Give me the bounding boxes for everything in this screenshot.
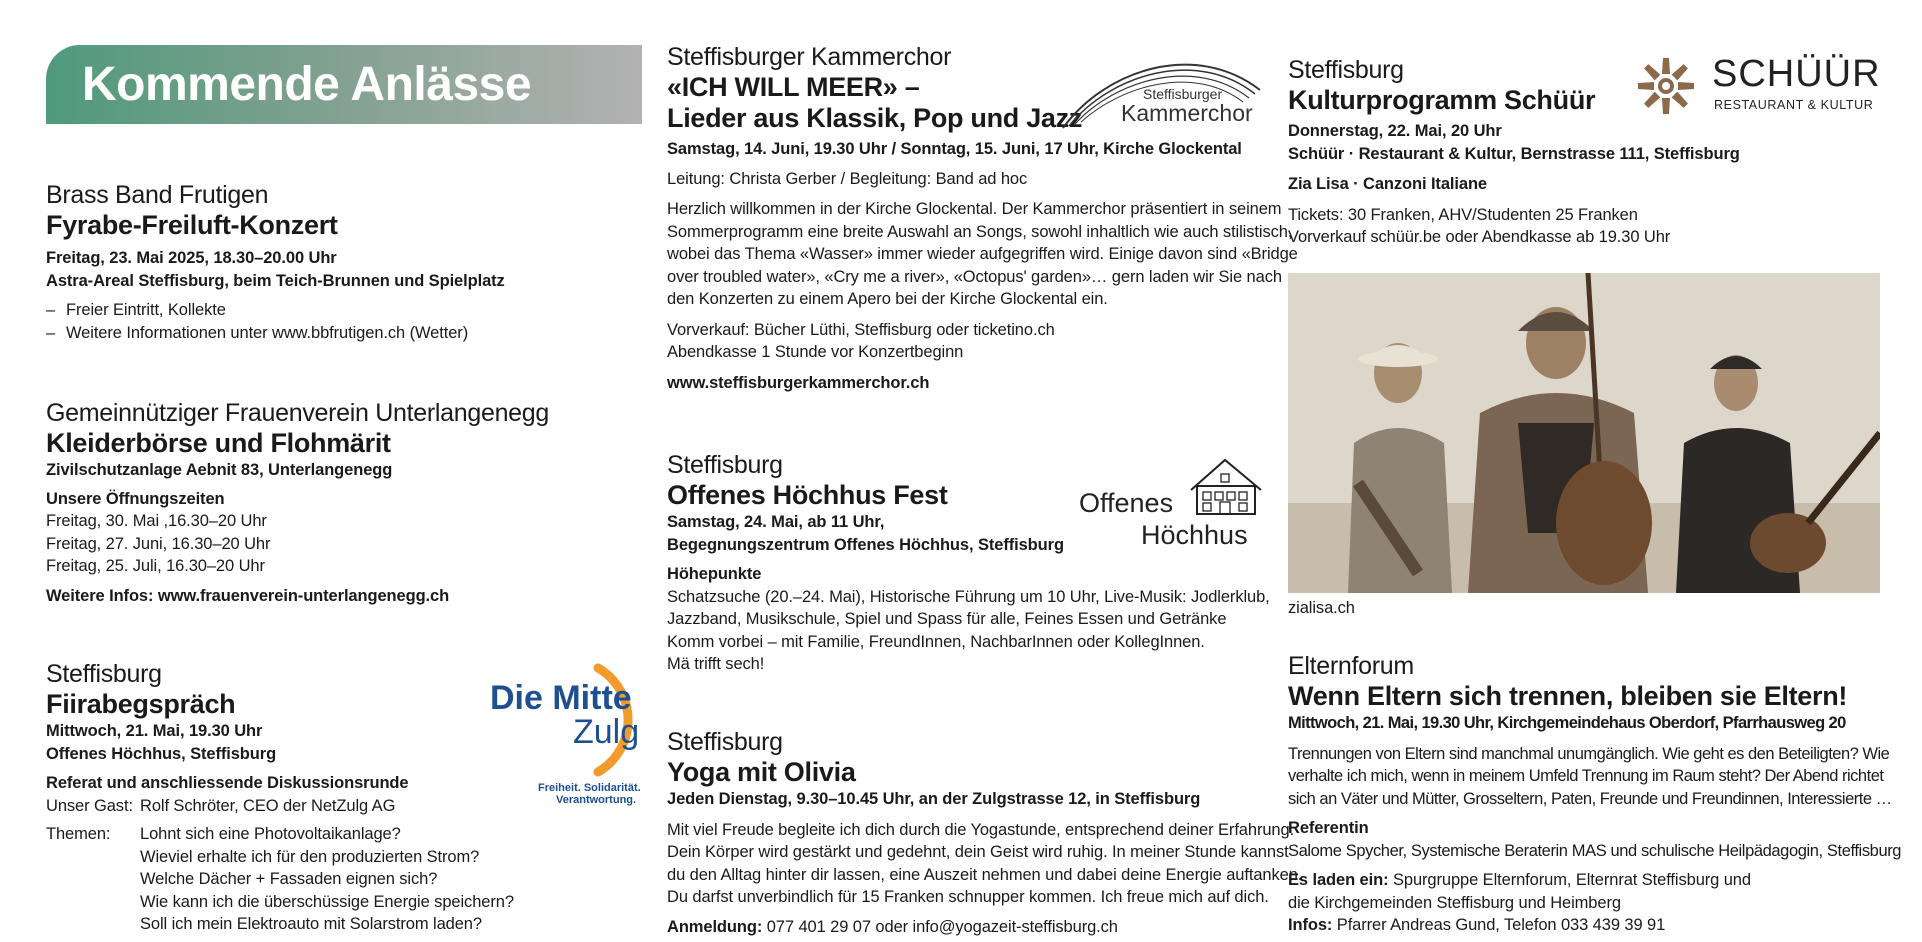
body-line: Jazzband, Musikschule, Spiel und Spass für alle, Feines Essen und Getränke <box>667 610 1227 628</box>
event-place: Astra-Areal Steffisburg, beim Teich-Brunnen und Spielplatz <box>46 271 505 290</box>
highlights-heading: Höhepunkte <box>667 565 762 583</box>
themen-item: Welche Dächer + Fassaden eignen sich? <box>140 870 438 888</box>
event-title: Kleiderbörse und Flohmärit <box>46 428 391 458</box>
body-line: Dein Körper wird gestärkt und gedehnt, dein Geist wird ruhig. In meiner Stunde kannst <box>667 843 1289 861</box>
body-line: Mit viel Freude begleite ich dich durch die Yogastunde, entsprechend deiner Erfahrung. <box>667 820 1295 839</box>
event-title: Kulturprogramm Schüür <box>1288 85 1596 115</box>
sun-icon <box>1636 56 1696 116</box>
event-date: Samstag, 14. Juni, 19.30 Uhr / Sonntag, 15. Juni, 17 Uhr, Kirche Glockental <box>667 140 1242 158</box>
house-icon <box>1187 456 1265 518</box>
event-date: Jeden Dienstag, 9.30–10.45 Uhr, an der Zulgstrasse 12, in Steffisburg <box>667 790 1201 808</box>
photo-caption: zialisa.ch <box>1288 599 1355 617</box>
laden-line <box>1288 869 1880 892</box>
referentin-name: Salome Spycher, Systemische Beraterin MAS und schulische Heilpädagogin, Steffisburg <box>1288 841 1902 860</box>
hoechhus-logo <box>1079 456 1269 556</box>
body-line: Herzlich willkommen in der Kirche Glockental. Der Kammerchor präsentiert in seinem <box>667 200 1282 218</box>
guest-name: Rolf Schröter, CEO der NetZulg AG <box>140 796 396 815</box>
event-subtitle: Referat und anschliessende Diskussionsrunde <box>46 774 409 792</box>
band-photo <box>1288 273 1880 593</box>
logo-line2: Höchhus <box>1141 520 1248 550</box>
body-line: Komm vorbei – mit Familie, FreundInnen, NachbarInnen oder KollegInnen. <box>667 632 1205 651</box>
body-line: wobei das Thema «Wasser» immer wieder aufgegriffen wird. Einige davon sind «Bridge <box>667 245 1298 263</box>
event-date: Donnerstag, 22. Mai, 20 Uhr <box>1288 122 1502 140</box>
themen-label: Themen: <box>46 825 111 843</box>
list-dash: – <box>46 301 56 319</box>
more-info-link[interactable]: Weitere Infos: www.frauenverein-unterlangenegg.ch <box>46 586 450 605</box>
logo-line1: Offenes <box>1079 488 1174 518</box>
list-item-text: Weitere Informationen unter www.bbfrutigen.ch (Wetter) <box>66 323 469 342</box>
logo-small: Steffisburger <box>1143 86 1223 102</box>
event-yoga <box>667 727 1303 938</box>
event-date: Freitag, 23. Mai 2025, 18.30–20.00 Uhr <box>46 249 337 267</box>
anmeldung-contact[interactable]: 077 401 29 07 oder info@yogazeit-steffisburg.ch <box>766 917 1118 936</box>
body-line: Trennungen von Eltern sind manchmal unumgänglich. Wie geht es den Beteiligten? Wie <box>1288 744 1890 763</box>
referentin-heading: Referentin <box>1288 819 1369 837</box>
themen-item: Soll ich mein Elektroauto mit Solarstrom laden? <box>140 915 482 933</box>
kammerchor-logo <box>1055 40 1265 134</box>
hours-line: Freitag, 25. Juli, 16.30–20 Uhr <box>46 557 265 575</box>
body-line: du den Alltag hinter dir lassen, eine Auszeit nehmen und dabei deine Energie auftanken. <box>667 865 1303 884</box>
body-line: verhalte ich mich, wenn in meinem Umfeld Trennung im Raum steht? Der Abend richtet <box>1288 767 1884 785</box>
vorverkauf-line: Vorverkauf: Bücher Lüthi, Steffisburg oder ticketino.ch <box>667 320 1055 339</box>
hours-line: Freitag, 30. Mai ,16.30–20 Uhr <box>46 512 267 530</box>
event-location: Brass Band Frutigen <box>46 181 269 209</box>
logo-sub: RESTAURANT & KULTUR <box>1714 98 1874 112</box>
event-location: Steffisburg <box>667 728 783 756</box>
event-act: Zia Lisa · Canzoni Italiane <box>1288 175 1488 193</box>
event-title: Offenes Höchhus Fest <box>667 480 948 510</box>
infos-text: Pfarrer Andreas Gund, Telefon 033 439 39 91 <box>1336 916 1666 934</box>
event-place: Begegnungszentrum Offenes Höchhus, Steffisburg <box>667 535 1064 554</box>
body-line: Mä trifft sech! <box>667 655 765 673</box>
event-location: Steffisburger Kammerchor <box>667 43 952 71</box>
infos-line <box>1288 914 1880 937</box>
event-date: Samstag, 24. Mai, ab 11 Uhr, <box>667 513 885 531</box>
event-location: Gemeinnütziger Frauenverein Unterlangenegg <box>46 399 549 427</box>
infos-label: Infos: <box>1288 916 1333 934</box>
logo-big: Kammerchor <box>1121 100 1253 126</box>
event-place: Schüür · Restaurant & Kultur, Bernstrasse 111, Steffisburg <box>1288 144 1740 163</box>
list-item <box>46 322 642 345</box>
event-brass-band <box>46 180 642 344</box>
themen-item: Lohnt sich eine Photovoltaikanlage? <box>140 825 401 843</box>
event-location: Elternforum <box>1288 652 1414 680</box>
body-line: Schatzsuche (20.–24. Mai), Historische Führung um 10 Uhr, Live-Musik: Jodlerklub, <box>667 587 1270 606</box>
hours-heading: Unsere Öffnungszeiten <box>46 489 225 508</box>
event-title: Wenn Eltern sich trennen, bleiben sie Eltern! <box>1288 681 1848 711</box>
vorverkauf-line: Abendkasse 1 Stunde vor Konzertbeginn <box>667 343 964 361</box>
body-line: Du darfst unverbindlich für 15 Franken schnupper kommen. Ich freue mich auf dich. <box>667 888 1269 906</box>
list-item-text: Freier Eintritt, Kollekte <box>66 301 226 319</box>
body-line: Sommerprogramm eine breite Auswahl an Songs, sowohl inhaltlich wie auch stilistisch, <box>667 222 1293 241</box>
logo-tagline1: Freiheit. Solidarität. <box>538 782 641 794</box>
header-banner <box>46 45 642 124</box>
website-link[interactable]: www.steffisburgerkammerchor.ch <box>667 373 930 392</box>
event-date: Mittwoch, 21. Mai, 19.30 Uhr, Kirchgemeindehaus Oberdorf, Pfarrhausweg 20 <box>1288 714 1846 732</box>
event-title-line: Lieder aus Klassik, Pop und Jazz <box>667 103 1083 133</box>
themen-row <box>46 823 642 936</box>
event-elternforum <box>1288 651 1902 937</box>
laden-label: Es laden ein: <box>1288 871 1389 889</box>
body-line: sich an Väter und Mütter, Grosseltern, Paten, Freunde und Freundinnen, Interessierte … <box>1288 789 1892 808</box>
event-location: Steffisburg <box>46 660 162 688</box>
laden-text: Spurgruppe Elternforum, Elternrat Steffisburg und <box>1392 871 1751 889</box>
logo-line2: Zulg <box>573 713 640 751</box>
event-location: Steffisburg <box>1288 56 1404 84</box>
event-place: Offenes Höchhus, Steffisburg <box>46 744 277 763</box>
die-mitte-logo <box>438 660 648 810</box>
event-place: Zivilschutzanlage Aebnit 83, Unterlangenegg <box>46 461 393 479</box>
body-line: den Konzerten zu einem Apero bei der Kirche Glockental ein. <box>667 290 1108 308</box>
event-title: Yoga mit Olivia <box>667 757 856 787</box>
schuur-logo <box>1636 54 1882 118</box>
event-title: Fyrabe-Freiluft-Konzert <box>46 210 338 240</box>
event-date: Mittwoch, 21. Mai, 19.30 Uhr <box>46 722 263 740</box>
event-frauenverein <box>46 398 642 607</box>
band-photo-illustration <box>1288 273 1880 593</box>
tickets-line: Tickets: 30 Franken, AHV/Studenten 25 Franken <box>1288 205 1638 224</box>
guest-label: Unser Gast: <box>46 796 133 815</box>
event-location: Steffisburg <box>667 451 783 479</box>
laden-line2: die Kirchgemeinden Steffisburg und Heimberg <box>1288 893 1621 912</box>
tickets-line: Vorverkauf schüür.be oder Abendkasse ab 19.30 Uhr <box>1288 228 1671 246</box>
body-line: over troubled water», «Cry me a river», «Octopus' garden»… gern laden wir Sie nach <box>667 267 1282 286</box>
logo-line1: Die Mitte <box>490 679 632 717</box>
list-item <box>46 299 642 322</box>
anmeldung-label: Anmeldung: <box>667 917 763 936</box>
anmeldung-line <box>667 916 1267 939</box>
list-dash: – <box>46 323 56 342</box>
event-title: Fiirabegspräch <box>46 689 236 719</box>
page-title: Kommende Anlässe <box>82 58 532 111</box>
hours-line: Freitag, 27. Juni, 16.30–20 Uhr <box>46 534 271 553</box>
themen-item: Wie kann ich die überschüssige Energie speichern? <box>140 892 514 911</box>
event-title-line: «ICH WILL MEER» – <box>667 72 920 102</box>
logo-tagline2: Verantwortung. <box>556 794 637 806</box>
logo-name: SCHÜÜR <box>1712 53 1881 95</box>
event-leitung: Leitung: Christa Gerber / Begleitung: Band ad hoc <box>667 169 1028 188</box>
themen-item: Wieviel erhalte ich für den produzierten Strom? <box>140 847 480 866</box>
